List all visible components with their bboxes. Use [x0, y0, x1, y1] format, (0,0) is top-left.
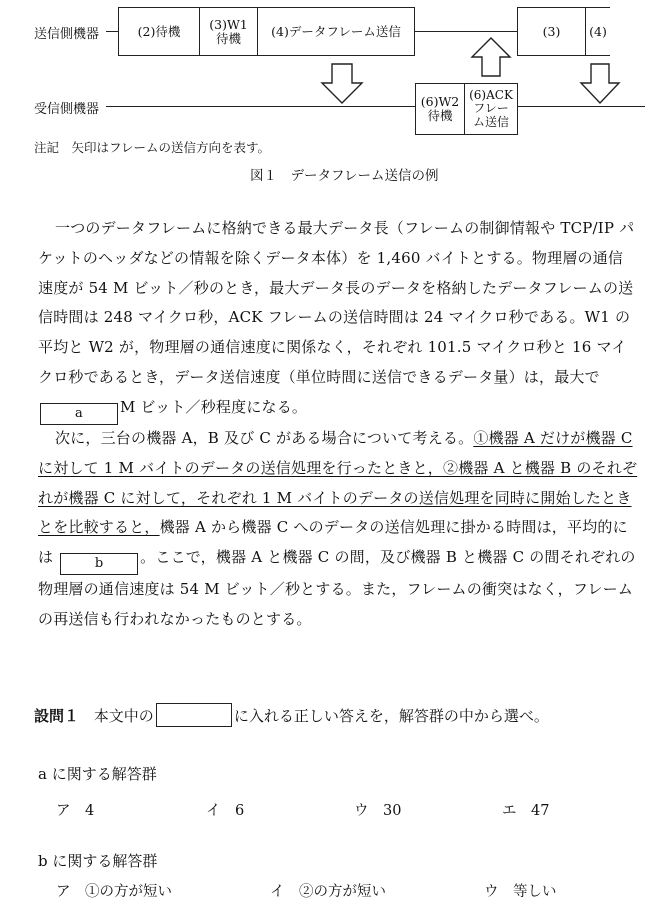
- paragraph-2-intro: 次に，三台の機器 A，B 及び C がある場合について考える。: [55, 429, 474, 447]
- sender-data-repeat-box: (4): [585, 7, 610, 56]
- figure-note: 注記 矢印はフレームの送信方向を表す。: [34, 140, 271, 155]
- sender-w1-wait-box: (3)W1 待機: [199, 7, 258, 56]
- question-number: 設問１: [34, 707, 80, 725]
- up-arrow-icon: [472, 38, 510, 76]
- paragraph-2-underlined: ①機器 A だけが機器 C に対して 1 M バイトのデータの送信処理を行ったときと，②機器 A と機器 B のそれぞれが機器 C に対して，それぞれ 1 M バイトのデータの送信処理を同時に開始したときとを比較すると，: [38, 429, 638, 537]
- answers-b-heading: b に関する解答群: [38, 852, 158, 870]
- answer-blank-box: [156, 703, 232, 727]
- down-arrow-icon: [581, 64, 619, 103]
- answers-a-heading: a に関する解答群: [38, 765, 157, 783]
- paragraph-2: [38, 424, 638, 635]
- paragraph-1-text: 一つのデータフレームに格納できる最大データ長（フレームの制御情報や TCP/IP パケットのヘッダなどの情報を除くデータ本体）を 1,460 バイトとする。物理層の通信速度が 54 M ビット／秒のとき，最大データ長のデータを格納したデータフレームの送信時間は 248 マイクロ秒，ACK フレームの送信時間は 24 マイクロ秒である。W1 の平均と W2 が，物理層の通信速度に関係なく，それぞれ 101.5 マイクロ秒と 16 マイクロ秒であるとき，データ送信速度（単位時間に送信できるデータ量）は，最大で: [38, 219, 635, 386]
- answer-b-option-2[interactable]: イ ②の方が短い: [270, 884, 386, 900]
- paragraph-1: [38, 214, 638, 425]
- question-text-after: に入れる正しい答えを，解答群の中から選べ。: [233, 707, 549, 725]
- sender-wait-box: (2)待機: [118, 7, 200, 56]
- receiver-w2-wait-box: (6)W2 待機: [415, 83, 465, 135]
- answer-b-option-3[interactable]: ウ 等しい: [484, 884, 557, 900]
- answer-a-option-1[interactable]: ア 4: [56, 803, 95, 819]
- receiver-ack-box: (6)ACK フレー ム送信: [464, 83, 518, 135]
- question-text-before: 本文中の: [93, 707, 154, 725]
- paragraph-2-tail: 。ここで，機器 A と機器 C の間，及び機器 B と機器 C の間それぞれの物理層の通信速度は 54 M ビット／秒とする。また，フレームの衝突はなく，フレームの再送信も行われなかったものとする。: [38, 548, 636, 628]
- blank-b: b: [60, 553, 138, 575]
- blank-a: a: [40, 403, 118, 425]
- paragraph-1-tail: M ビット／秒程度になる。: [120, 397, 308, 416]
- paragraph-2-middle: 機器 A から機器 C へのデータの送信処理に掛かる時間は，平均的には: [38, 518, 628, 567]
- down-arrow-icon: [322, 64, 362, 103]
- receiver-device-label: 受信側機器: [34, 102, 100, 117]
- answer-a-option-3[interactable]: ウ 30: [354, 803, 402, 819]
- answer-a-option-2[interactable]: イ 6: [206, 803, 245, 819]
- arrows-svg: [0, 0, 667, 140]
- sender-w1-repeat-box: (3): [517, 7, 586, 56]
- answer-b-option-1[interactable]: ア ①の方が短い: [56, 884, 172, 900]
- sender-data-frame-box: (4)データフレーム送信: [257, 7, 415, 56]
- sender-device-label: 送信側機器: [34, 27, 100, 42]
- question-1: [34, 703, 549, 727]
- figure-caption: 図１ データフレーム送信の例: [250, 168, 439, 184]
- answer-a-option-4[interactable]: エ 47: [502, 803, 550, 819]
